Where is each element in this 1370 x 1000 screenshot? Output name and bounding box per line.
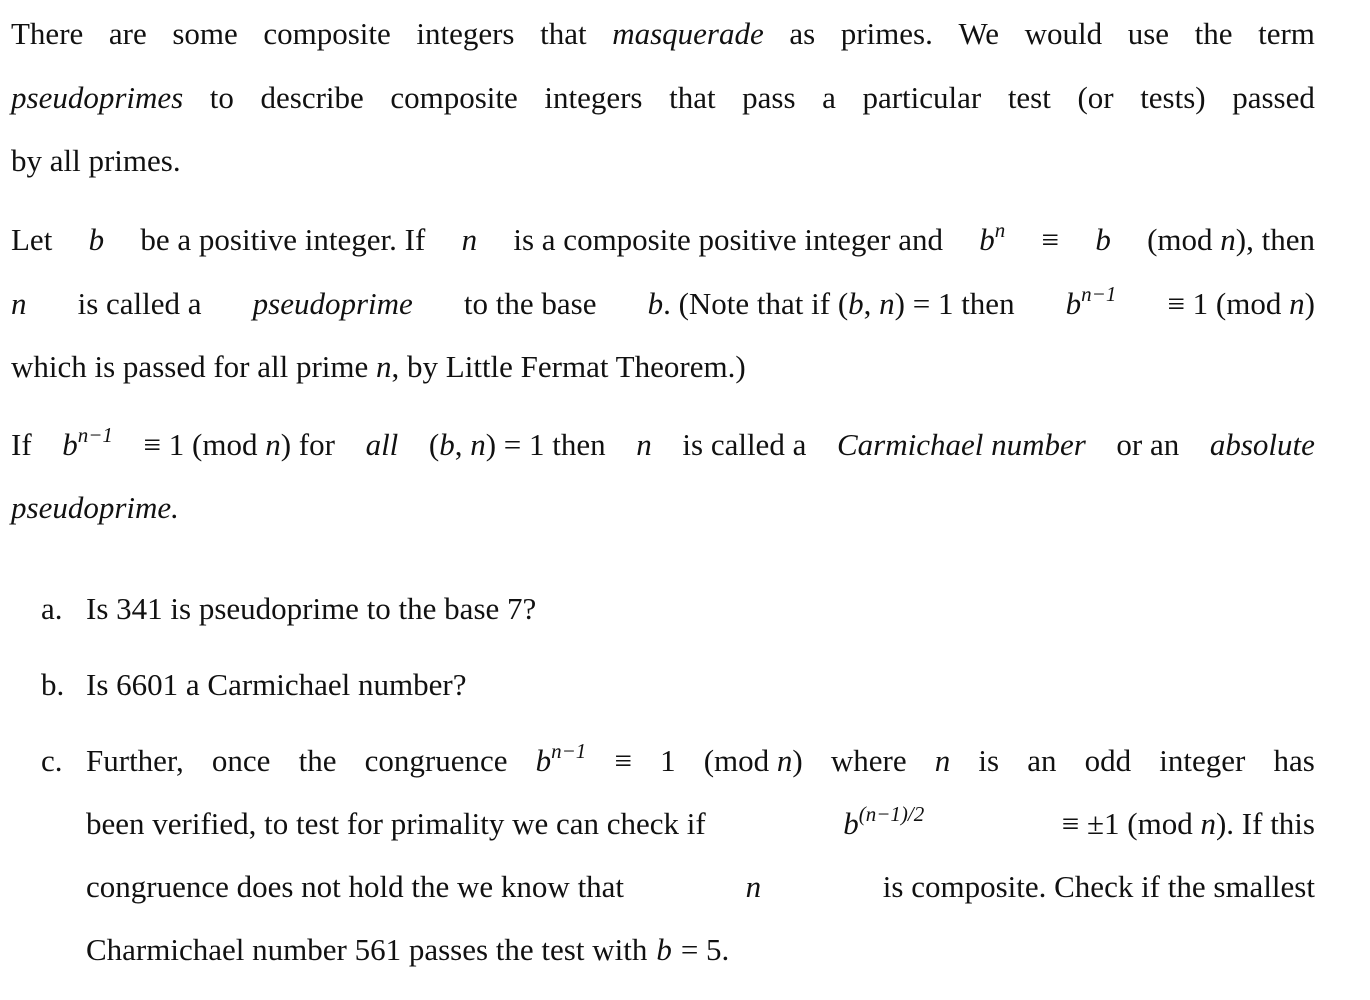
math-exp: n [994,218,1006,242]
p2-line3 [11,349,1315,389]
math-var: b [848,286,864,321]
math-var: b [535,743,552,778]
item-a-marker: a. [41,591,63,626]
text-run: ≡ ±1 (mod [1061,806,1193,841]
item-c-line2 [86,802,1315,846]
math-var: n [265,427,281,462]
word: tests) [1140,80,1206,115]
math-var: b [656,932,672,967]
math-var: n [376,349,392,384]
word: integer [1159,743,1246,778]
word: that [669,80,716,115]
math-var: n [461,222,478,257]
item-c-line1 [86,739,1315,783]
word: There [11,16,84,51]
item-b-marker: b. [41,667,65,702]
text-run: ≡ 1 (mod [1167,286,1282,321]
math-var: n [745,869,762,904]
word-emph-pseudoprime: pseudoprime [252,286,413,321]
text-run: ≡ 1 (mod [143,427,258,462]
p2-line2 [11,282,1315,326]
math-var: n [1289,286,1305,321]
item-c-line4 [86,932,1315,972]
word: that [540,16,587,51]
item-c-marker: c. [41,743,63,778]
text-run: which is passed for all prime [11,349,369,384]
math-var: n [934,743,951,778]
math-op: ≡ [614,743,632,778]
math-var: n [470,427,486,462]
word: test [1007,80,1051,115]
word: where [830,743,907,778]
math-var: b [843,806,859,841]
math-var: n [11,286,27,321]
text-run: is a composite positive integer and [513,222,943,257]
word: an [1027,743,1057,778]
math-var: n [879,286,895,321]
text-run: . (Note that if ( [663,286,849,321]
item-b [86,667,1315,707]
word-emph-masquerade: masquerade [612,16,764,51]
item-c-line3 [86,869,1315,909]
word: would [1024,16,1103,51]
word-emph-carmichael-number: Carmichael number [836,427,1086,462]
math-group [429,427,606,463]
word: composite [263,16,391,51]
word: odd [1084,743,1132,778]
math-var: n [1220,222,1236,257]
text-run: (mod [1147,222,1213,257]
math-var: b [1095,222,1111,257]
math-mod [144,427,335,463]
word: a [822,80,836,115]
math-var: b [1065,286,1082,321]
word-emph-all: all [365,427,399,462]
p3-line2 [11,490,1315,530]
text-run: ) = 1 then [894,286,1015,321]
math-power [535,739,587,779]
text-run: Let [11,222,53,257]
word: primes. [840,16,933,51]
math-exp: (n−1)/2 [858,802,925,826]
word: the [1194,16,1233,51]
word: is [978,743,1000,778]
text-run: congruence does not hold the we know that [86,869,625,904]
word: once [211,743,271,778]
math-power [1065,282,1117,322]
text-run: is composite. Check if the smallest [882,869,1315,904]
text-run: , [454,427,471,462]
word: as [789,16,816,51]
word: integers [416,16,515,51]
word: integers [544,80,643,115]
text-run: is called a [77,286,202,321]
item-b-text: Is 6601 a Carmichael number? [86,667,467,702]
word: use [1127,16,1170,51]
word-emph-pseudoprimes: pseudoprimes [11,80,184,115]
word: has [1273,743,1315,778]
word: congruence [364,743,508,778]
word: pass [742,80,796,115]
text-group [11,349,746,385]
text-run: ). If this [1215,806,1315,841]
math-power [843,802,925,842]
math-power [62,423,113,463]
math-op: ≡ [1041,222,1060,257]
math-mod [1167,286,1315,322]
text-run: ) for [280,427,335,462]
math-var: b [979,222,995,257]
math-mod [704,743,803,779]
word: particular [862,80,982,115]
math-var: b [647,286,664,321]
math-exp: n−1 [551,739,587,763]
p3-line1 [11,423,1315,467]
p1-line3 [11,143,1315,183]
text-run: to the base [463,286,597,321]
word: the [298,743,337,778]
math-var: b [88,222,105,257]
text-run: ) = 1 then [485,427,606,462]
word: We [958,16,1000,51]
word: term [1258,16,1315,51]
math-var: n [776,743,793,778]
word: composite [390,80,518,115]
text-run: is called a [682,427,807,462]
word: describe [260,80,364,115]
text-run: , by Little Fermat Theorem.) [391,349,746,384]
text-run: by all primes. [11,143,181,178]
math-var: b [62,427,78,462]
math-exp: n−1 [1081,282,1117,306]
text-run: , [863,286,880,321]
text-run: be a positive integer. If [140,222,426,257]
p2-line1 [11,218,1315,262]
math-var: n [1200,806,1216,841]
text-run: (mod [703,743,770,778]
word: are [108,16,147,51]
math-exp: n−1 [77,423,113,447]
text-run: Charmichael number 561 passes the test with [86,932,648,967]
item-a [86,591,1315,631]
math-group [648,286,1015,322]
word-emph-pseudoprime: pseudoprime. [11,490,179,525]
text-run: ) [1304,286,1315,321]
text-run: If [11,427,32,462]
math-mod [1147,222,1315,258]
word: to [209,80,234,115]
word: passed [1232,80,1315,115]
p1-line2 [11,80,1315,120]
text-run: been verified, to test for primality we can check if [86,806,706,841]
item-a-text: Is 341 is pseudoprime to the base 7? [86,591,537,626]
p1-line1 [11,16,1315,56]
text-run: or an [1116,427,1180,462]
word: (or [1077,80,1114,115]
text-run: ), then [1235,222,1315,257]
text-run: = 5. [680,932,730,967]
text-run: ) [792,743,803,778]
text-run: ( [428,427,440,462]
math-mod [1062,806,1315,842]
word-emph-absolute: absolute [1209,427,1315,462]
math-var: n [636,427,652,462]
math-power [979,218,1006,258]
math-var: b [439,427,455,462]
word: Further, [86,743,184,778]
word: some [172,16,238,51]
word: 1 [660,743,676,778]
